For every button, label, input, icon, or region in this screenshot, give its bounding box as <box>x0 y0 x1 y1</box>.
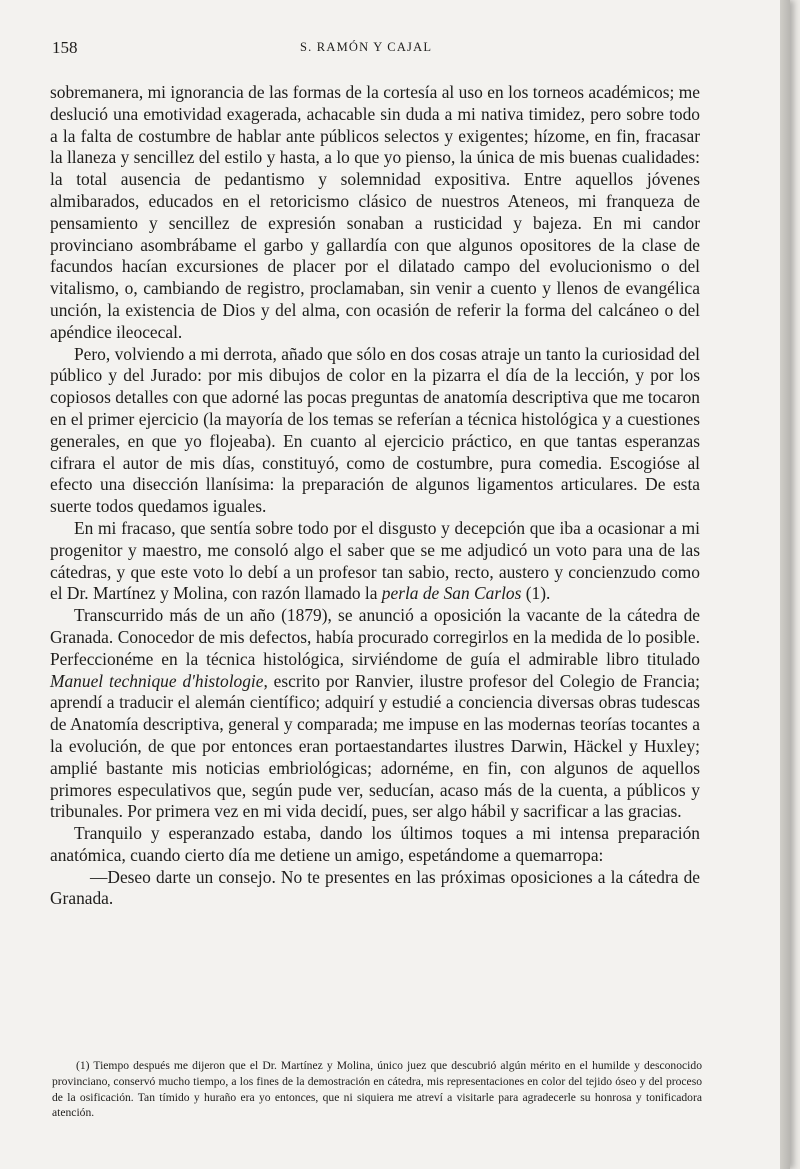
page-header <box>52 38 702 60</box>
footnote-reference: (1). <box>521 583 551 604</box>
body-text <box>50 82 700 910</box>
page-number: 158 <box>52 38 78 57</box>
italic-book-title: Manuel technique d'histologie <box>50 670 264 691</box>
paragraph-text: Transcurrido más de un año (1879), se anunció a oposición la vacante de la cátedra de Granada. Conocedor de mis defectos, había procurado corregirlos en la medida de lo posible. Perfeccionéme en la técnica histológica, sirviéndome de guía el admirable libro titulado <box>50 605 700 669</box>
dialogue-paragraph: —Deseo darte un consejo. No te presentes en las próximas oposiciones a la cátedra de Granada. <box>50 866 700 909</box>
paragraph: Tranquilo y esperanzado estaba, dando los últimos toques a mi intensa preparación anatómica, cuando cierto día me detiene un amigo, espetándome a quemarropa: <box>50 823 700 865</box>
paragraph <box>50 605 700 823</box>
paragraph-text: , escrito por Ranvier, ilustre profesor del Colegio de Francia; aprendí a traducir el alemán científico; adquirí y estudié a conciencia diversas obras tudescas de Anatomía descriptiva, general y comparada; me impuse en las modernas teorías tocantes a la evolución, de que por entonces eran portaestandartes ilustres Darwin, Häckel y Huxley; amplié bastante mis noticias embriológicas; adornéme, en fin, con algunos de aquellos primores especulativos que, según pude ver, seducían, acaso más de la cuenta, a públicos y tribunales. Por primera vez en mi vida decidí, pues, ser algo hábil y sacrificar a las gracias. <box>50 670 700 822</box>
running-title: S. RAMÓN Y CAJAL <box>300 40 433 54</box>
paragraph <box>50 518 700 605</box>
paragraph: sobremanera, mi ignorancia de las formas de la cortesía al uso en los torneos académicos; me deslució una emotividad exagerada, achacable sin duda a mi nativa timidez, pero sobre todo a la falta de costumbre de hablar ante públicos selectos y exigentes; hízome, en fin, fracasar la llaneza y sencillez del estilo y hasta, a lo que yo pienso, la única de mis buenas cualidades: la total ausencia de pedantismo y solemnidad expositiva. Entre aquellos jóvenes almibarados, educados en el retoricismo clásico de nuestros Ateneos, mi franqueza de pensamiento y sencillez de expresión sonaban a rusticidad y bajeza. En mi candor provinciano asombrábame el garbo y gallardía con que algunos opositores de la clase de facundos hacían excursiones de placer por el dilatado campo del evolucionismo o del vitalismo, o, cambiando de registro, proclamaban, sin venir a cuento y llenos de evangélica unción, la existencia de Dios y del alma, con ocasión de referir la forma del calcáneo o del apéndice ileocecal. <box>50 82 700 342</box>
footnote: (1) Tiempo después me dijeron que el Dr. Martínez y Molina, único juez que descubrió algún mérito en el humilde y desconocido provinciano, conservó mucho tiempo, a los fines de la demostración en cátedra, mis representaciones en color del tejido óseo y del proceso de la osificación. Tan tímido y huraño era yo entonces, que ni siquiera me atreví a visitarle para agradecerle su honrosa y tonificadora atención. <box>52 1059 702 1120</box>
paragraph-text: En mi fracaso, que sentía sobre todo por el disgusto y decepción que iba a ocasionar a mi progenitor y maestro, me consoló algo el saber que se me adjudicó un voto para una de las cátedras, y que este voto lo debí a un profesor tan sabio, recto, austero y concienzudo como el Dr. Martínez y Molina, con razón llamado la <box>50 517 700 604</box>
paragraph: Pero, volviendo a mi derrota, añado que sólo en dos cosas atraje un tanto la curiosidad del público y del Jurado: por mis dibujos de color en la pizarra el día de la lección, y por los copiosos detalles con que adorné las pocas preguntas de anatomía descriptiva que me tocaron en el primer ejercicio (la mayoría de los temas se referían a técnica histológica y a cuestiones generales, en que yo flojeaba). En cuanto al ejercicio práctico, en que tantas esperanzas cifrara el autor de mis días, constituyó, como de costumbre, pura comedia. Escogióse al efecto una disección llanísima: la preparación de algunos ligamentos articulares. De esta suerte todos quedamos iguales. <box>50 343 700 517</box>
footnotes <box>52 1058 702 1121</box>
italic-epithet: perla de San Carlos <box>381 583 522 604</box>
page-edge <box>780 0 790 1169</box>
